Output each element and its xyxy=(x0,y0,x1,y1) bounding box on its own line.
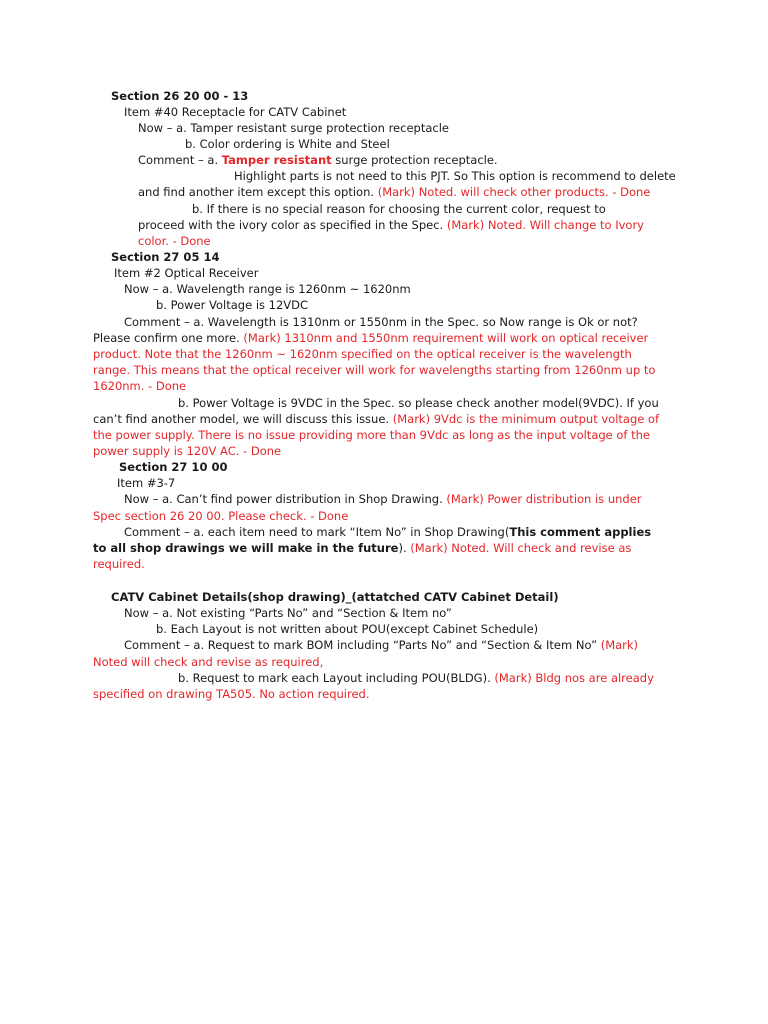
section-heading: Section 26 20 00 - 13 xyxy=(111,89,249,103)
mark-note: (Mark) 9Vdc is the minimum output voltage of xyxy=(392,412,660,426)
mark-note: Noted will check and revise as required, xyxy=(93,655,324,669)
comment-b: b. If there is no special reason for choosing the current color, request to xyxy=(192,202,606,216)
comment-a: Comment – a. Request to mark BOM including “Parts No” and “Section & Item No” (Mark) xyxy=(124,638,639,652)
mark-note: Spec section 26 20 00. Please check. - Done xyxy=(93,509,349,523)
mark-note: specified on drawing TA505. No action required. xyxy=(93,687,370,701)
mark-note: power supply is 120V AC. - Done xyxy=(93,444,282,458)
comment-b-line2: can’t find another model, we will discuss this issue. (Mark) 9Vdc is the minimum output voltage of xyxy=(93,412,660,426)
mark-note: (Mark) Bldg nos are already xyxy=(494,671,654,685)
mark-note: (Mark) Power distribution is under xyxy=(446,492,642,506)
item-title: Item #3-7 xyxy=(117,476,176,490)
mark-note: (Mark) 1310nm and 1550nm requirement will work on optical receiver xyxy=(243,331,649,345)
section-heading: Section 27 10 00 xyxy=(119,460,228,474)
mark-note: product. Note that the 1260nm ~ 1620nm specified on the optical receiver is the wavelength xyxy=(93,347,632,361)
comment-b: b. Power Voltage is 9VDC in the Spec. so please check another model(9VDC). If you xyxy=(178,396,659,410)
comment-b-line2: proceed with the ivory color as specified in the Spec. (Mark) Noted. Will change to Ivory xyxy=(138,218,644,232)
comment-a: Comment – a. each item need to mark “Item No” in Shop Drawing(This comment applies xyxy=(124,525,652,539)
comment-b: b. Request to mark each Layout including POU(BLDG). (Mark) Bldg nos are already xyxy=(178,671,654,685)
highlight-text: Tamper resistant xyxy=(221,153,332,167)
comment-a: Comment – a. Tamper resistant surge protection receptacle. xyxy=(138,153,498,167)
section-heading: Section 27 05 14 xyxy=(111,250,220,264)
mark-note: (Mark) Noted. will check other products. - Done xyxy=(377,185,651,199)
now-a: Now – a. Wavelength range is 1260nm ~ 1620nm xyxy=(124,282,411,296)
mark-note: range. This means that the optical receiver will work for wavelengths starting from 1260nm up to xyxy=(93,363,656,377)
item-title: Item #2 Optical Receiver xyxy=(114,266,259,280)
comment-a-line2: to all shop drawings we will make in the future). (Mark) Noted. Will check and revise as xyxy=(93,541,632,555)
now-b: b. Power Voltage is 12VDC xyxy=(156,298,309,312)
mark-note: the power supply. There is no issue providing more than 9Vdc as long as the input voltage of the xyxy=(93,428,651,442)
mark-note: required. xyxy=(93,557,145,571)
comment-a-line2: Please confirm one more. (Mark) 1310nm and 1550nm requirement will work on optical receiver xyxy=(93,331,649,345)
item-title: Item #40 Receptacle for CATV Cabinet xyxy=(124,105,347,119)
mark-note: (Mark) xyxy=(600,638,639,652)
comment-a-line2: Highlight parts is not need to this PJT. So This option is recommend to delete xyxy=(234,169,676,183)
mark-note: (Mark) Noted. Will change to Ivory xyxy=(446,218,644,232)
now-a: Now – a. Not existing “Parts No” and “Section & Item no” xyxy=(124,606,452,620)
mark-note: 1620nm. - Done xyxy=(93,379,187,393)
mark-note: color. - Done xyxy=(138,234,211,248)
now-b: b. Color ordering is White and Steel xyxy=(185,137,390,151)
now-b: b. Each Layout is not written about POU(except Cabinet Schedule) xyxy=(156,622,539,636)
now-a: Now – a. Can’t find power distribution in Shop Drawing. (Mark) Power distribution is under xyxy=(124,492,642,506)
comment-a: Comment – a. Wavelength is 1310nm or 1550nm in the Spec. so Now range is Ok or not? xyxy=(124,315,638,329)
comment-a-line3: and find another item except this option. (Mark) Noted. will check other products. - Done xyxy=(138,185,651,199)
mark-note: (Mark) Noted. Will check and revise as xyxy=(410,541,632,555)
now-a: Now – a. Tamper resistant surge protection receptacle xyxy=(138,121,449,135)
section-heading: CATV Cabinet Details(shop drawing)_(attatched CATV Cabinet Detail) xyxy=(111,590,559,604)
